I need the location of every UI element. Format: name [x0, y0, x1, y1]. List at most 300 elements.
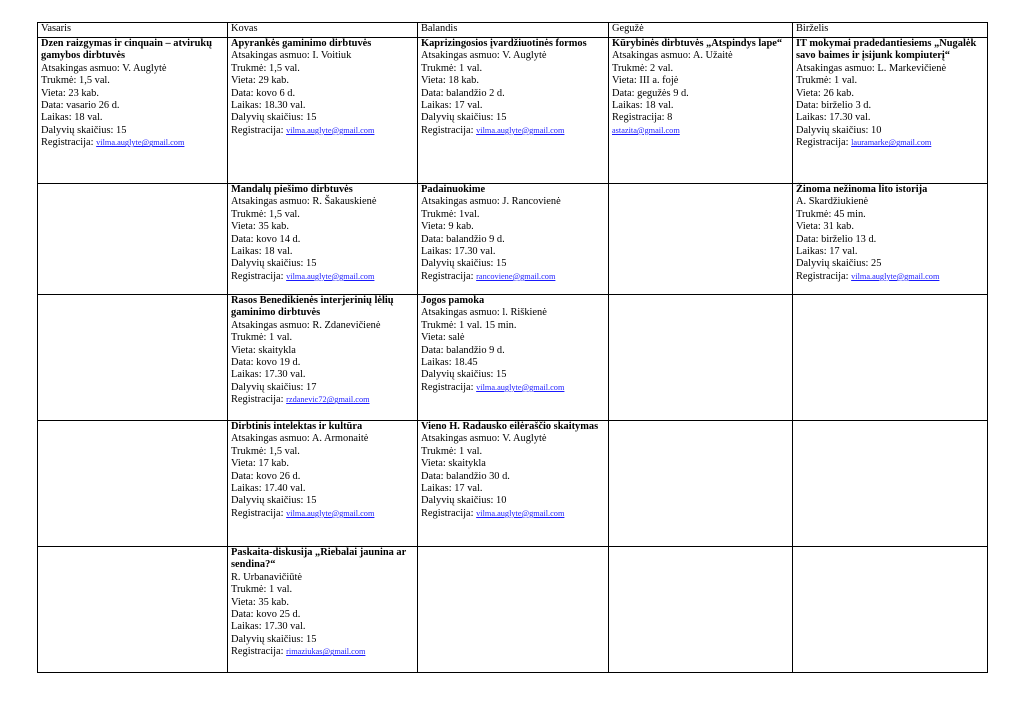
registration-email-link[interactable]: rancoviene@gmail.com — [476, 271, 556, 281]
event-title: Paskaita-diskusija „Riebalai jaunina ar sendina?“ — [231, 547, 407, 571]
event-date — [231, 357, 415, 369]
event-time — [41, 112, 225, 124]
location-value: 35 kab. — [258, 221, 289, 233]
participant-count-label: Dalyvių skaičius: — [796, 258, 869, 270]
registration-label: Registracija: — [796, 137, 849, 149]
responsible-person-value: A. Armonaitė — [311, 433, 369, 445]
registration — [796, 137, 985, 149]
registration-label: Registracija: — [231, 270, 284, 282]
event-date-value: kovo 26 d. — [256, 470, 301, 482]
event-title: Vieno H. Radausko eilėraščio skaitymas — [421, 421, 599, 432]
event-date-label: Data: — [421, 233, 444, 245]
event-title: Apyrankės gaminimo dirbtuvės — [231, 38, 372, 49]
event-date-value: birželio 13 d. — [821, 233, 877, 245]
event-time — [796, 246, 985, 258]
location-label: Vieta: — [231, 75, 256, 87]
registration — [231, 646, 415, 658]
responsible-person-value: A. Užaitė — [692, 50, 733, 62]
location-label: Vieta: — [796, 87, 821, 99]
event-time-label: Laikas: — [421, 483, 452, 495]
responsible-person-value: V. Auglytė — [502, 433, 547, 445]
event-time-value: 18 val. — [264, 246, 293, 258]
responsible-person: A. Skardžiukienė — [796, 196, 869, 208]
event-time — [231, 483, 415, 495]
event-date — [612, 88, 790, 100]
responsible-person — [421, 50, 606, 62]
participant-count-label: Dalyvių skaičius: — [421, 369, 494, 381]
event-time-value: 17 val. — [829, 246, 858, 258]
event-date — [796, 100, 985, 112]
empty-cell — [609, 295, 793, 421]
event-date-value: vasario 26 d. — [66, 100, 120, 112]
location-value: 31 kab. — [823, 221, 854, 233]
event-date-label: Data: — [231, 87, 254, 99]
participant-count-value: 15 — [306, 112, 317, 124]
event-time-label: Laikas: — [41, 112, 72, 124]
table-row — [38, 184, 988, 295]
event-date — [231, 471, 415, 483]
location — [231, 597, 415, 609]
event-time — [421, 246, 606, 258]
participant-count-value: 15 — [496, 369, 507, 381]
registration-label: Registracija: — [231, 394, 284, 406]
duration — [231, 209, 415, 221]
table-row — [38, 421, 988, 547]
duration-value: 1val. — [459, 208, 480, 220]
duration-label: Trukmė: — [231, 208, 267, 220]
responsible-person — [421, 196, 606, 208]
event-time — [421, 483, 606, 495]
event-time-value: 18 val. — [645, 100, 674, 112]
duration-label: Trukmė: — [231, 62, 267, 74]
duration-label: Trukmė: — [612, 62, 648, 74]
responsible-person — [421, 307, 606, 319]
duration-value: 1,5 val. — [269, 208, 300, 220]
event-title: Kaprizingosios įvardžiuotinės formos — [421, 38, 587, 49]
location — [796, 88, 985, 100]
table-row — [38, 295, 988, 421]
event-date — [41, 100, 225, 112]
duration — [796, 209, 985, 221]
event-time — [231, 369, 415, 381]
event-cell — [793, 184, 988, 295]
event-time — [421, 357, 606, 369]
event-date-label: Data: — [41, 100, 64, 112]
registration — [796, 271, 985, 283]
event-title: IT mokymai pradedantiesiems „Nugalėk savo baimes ir įsijunk kompiuterį“ — [796, 38, 977, 62]
event-time-label: Laikas: — [421, 246, 452, 258]
duration-value: 1 val. — [269, 332, 293, 344]
event-date — [421, 345, 606, 357]
event-time — [796, 112, 985, 124]
event-cell — [418, 184, 609, 295]
location-label: Vieta: — [231, 458, 256, 470]
month-header: Vasaris — [38, 23, 228, 38]
event-time-label: Laikas: — [231, 483, 262, 495]
responsible-person-value: l. Riškienė — [502, 307, 547, 319]
location — [421, 458, 606, 470]
event-cell — [38, 38, 228, 184]
event-time — [612, 100, 790, 112]
responsible-person — [231, 433, 415, 445]
registration-email-link[interactable]: vilma.auglyte@gmail.com — [851, 271, 940, 281]
participant-count-value: 17 — [306, 381, 317, 393]
registration — [231, 271, 415, 283]
empty-cell — [38, 547, 228, 673]
event-time-value: 18.30 val. — [264, 100, 306, 112]
event-date-label: Data: — [421, 344, 444, 356]
registration-email-link[interactable]: vilma.auglyte@gmail.com — [476, 125, 565, 135]
event-date-label: Data: — [421, 470, 444, 482]
participant-count — [231, 382, 415, 394]
event-time-label: Laikas: — [231, 100, 262, 112]
duration-label: Trukmė: — [231, 332, 267, 344]
location-value: 9 kab. — [448, 221, 474, 233]
event-date-label: Data: — [796, 233, 819, 245]
event-time-label: Laikas: — [796, 246, 827, 258]
location-value: skaitykla — [448, 458, 486, 470]
participant-count-label: Dalyvių skaičius: — [421, 495, 494, 507]
event-cell — [418, 421, 609, 547]
responsible-person — [41, 63, 225, 75]
event-title: Dirbtinis intelektas ir kultūra — [231, 421, 363, 432]
registration-email-link[interactable]: vilma.auglyte@gmail.com — [96, 138, 185, 148]
duration-label: Trukmė: — [421, 62, 457, 74]
participant-count — [231, 495, 415, 507]
event-time-label: Laikas: — [231, 246, 262, 258]
registration — [421, 125, 606, 137]
participant-count-label: Dalyvių skaičius: — [421, 112, 494, 124]
event-date-value: kovo 25 d. — [256, 609, 301, 621]
responsible-person-label: Atsakingas asmuo: — [231, 433, 310, 445]
participant-count-label: Dalyvių skaičius: — [231, 112, 304, 124]
participant-count-value: 15 — [116, 124, 127, 136]
participant-count-value: 10 — [871, 124, 882, 136]
responsible-person-value: L. Markevičienė — [877, 62, 947, 74]
duration-value: 2 val. — [650, 62, 674, 74]
responsible-person — [421, 433, 606, 445]
event-time-label: Laikas: — [421, 357, 452, 369]
participant-count-value: 15 — [496, 258, 507, 270]
location — [231, 221, 415, 233]
registration-email-link[interactable]: vilma.auglyte@gmail.com — [286, 508, 375, 518]
registration-email-link[interactable]: rimaziukas@gmail.com — [286, 647, 366, 657]
empty-cell — [609, 421, 793, 547]
duration — [231, 584, 415, 596]
duration-value: 1,5 val. — [269, 62, 300, 74]
registration-email-link[interactable]: vilma.auglyte@gmail.com — [286, 271, 375, 281]
registration — [231, 508, 415, 520]
event-time-label: Laikas: — [612, 100, 643, 112]
registration-email-link[interactable]: vilma.auglyte@gmail.com — [476, 382, 565, 392]
responsible-person-label: Atsakingas asmuo: — [421, 307, 500, 319]
event-time — [231, 100, 415, 112]
participant-count — [421, 495, 606, 507]
event-date — [231, 88, 415, 100]
location-label: Vieta: — [231, 221, 256, 233]
registration-label: Registracija: — [421, 124, 474, 136]
event-date-label: Data: — [231, 609, 254, 621]
responsible-person-label: Atsakingas asmuo: — [231, 50, 310, 62]
event-cell — [418, 295, 609, 421]
event-time-label: Laikas: — [421, 100, 452, 112]
event-title: Rasos Benedikienės interjerinių lėlių gaminimo dirbtuvės — [231, 295, 394, 319]
event-date-label: Data: — [612, 87, 635, 99]
participant-count — [421, 112, 606, 124]
event-date-value: balandžio 9 d. — [446, 233, 505, 245]
participant-count — [231, 258, 415, 270]
location-label: Vieta: — [421, 458, 446, 470]
event-date — [231, 609, 415, 621]
participant-count-value: 15 — [306, 258, 317, 270]
duration-value: 1,5 val. — [79, 75, 110, 87]
event-time-label: Laikas: — [231, 369, 262, 381]
event-date-label: Data: — [796, 100, 819, 112]
participant-count-label: Dalyvių skaičius: — [231, 258, 304, 270]
location-label: Vieta: — [796, 221, 821, 233]
registration-label: Registracija: — [231, 124, 284, 136]
participant-count-value: 15 — [306, 495, 317, 507]
duration — [421, 320, 606, 332]
participant-count-label: Dalyvių skaičius: — [231, 495, 304, 507]
registration — [421, 271, 606, 283]
event-date-label: Data: — [231, 470, 254, 482]
registration-email-link[interactable]: rzdanevic72@gmail.com — [286, 395, 370, 405]
duration-label: Trukmė: — [41, 75, 77, 87]
empty-cell — [418, 547, 609, 673]
duration-value: 1 val. — [459, 445, 483, 457]
responsible-person-label: Atsakingas asmuo: — [231, 319, 310, 331]
responsible-person-label: Atsakingas asmuo: — [231, 196, 310, 208]
event-cell — [418, 38, 609, 184]
location — [421, 332, 606, 344]
event-time — [421, 100, 606, 112]
location-label: Vieta: — [612, 75, 637, 87]
duration-label: Trukmė: — [231, 445, 267, 457]
location-label: Vieta: — [41, 87, 66, 99]
empty-cell — [793, 295, 988, 421]
participant-count-value: 10 — [496, 495, 507, 507]
event-title: Mandalų piešimo dirbtuvės — [231, 184, 353, 195]
duration-label: Trukmė: — [231, 584, 267, 596]
event-date-value: birželio 3 d. — [821, 100, 872, 112]
event-time-value: 17.30 val. — [264, 369, 306, 381]
participant-count — [421, 369, 606, 381]
duration — [421, 63, 606, 75]
event-date-value: balandžio 2 d. — [446, 87, 505, 99]
participant-count-label: Dalyvių skaičius: — [231, 381, 304, 393]
responsible-person — [612, 50, 790, 62]
location-value: skaitykla — [258, 344, 296, 356]
duration-value: 1,5 val. — [269, 445, 300, 457]
event-title: Dzen raizgymas ir cinquain – atvirukų gamybos dirbtuvės — [41, 38, 212, 62]
event-date-label: Data: — [231, 357, 254, 369]
location — [612, 75, 790, 87]
responsible-person-value: R. Zdanevičienė — [312, 319, 381, 331]
empty-cell — [38, 184, 228, 295]
duration — [421, 446, 606, 458]
responsible-person — [231, 320, 415, 332]
event-cell — [793, 38, 988, 184]
registration-label: Registracija: — [421, 381, 474, 393]
month-header: Balandis — [418, 23, 609, 38]
location-label: Vieta: — [231, 596, 256, 608]
participant-count-label: Dalyvių skaičius: — [231, 633, 304, 645]
empty-cell — [38, 421, 228, 547]
participant-count-label: Dalyvių skaičius: — [796, 124, 869, 136]
location — [796, 221, 985, 233]
participant-count — [41, 125, 225, 137]
month-header-row — [38, 23, 988, 38]
duration-label: Trukmė: — [421, 445, 457, 457]
location-label: Vieta: — [421, 75, 446, 87]
registration-email-link[interactable]: vilma.auglyte@gmail.com — [286, 125, 375, 135]
event-time-value: 17.30 val. — [264, 621, 306, 633]
event-date — [796, 234, 985, 246]
duration — [796, 75, 985, 87]
participant-count-label: Dalyvių skaičius: — [421, 258, 494, 270]
location-value: 26 kab. — [823, 87, 854, 99]
event-cell — [228, 547, 418, 673]
duration-value: 1 val. — [459, 62, 483, 74]
responsible-person-value: V. Auglytė — [502, 50, 547, 62]
registration-label: Registracija: — [421, 507, 474, 519]
event-cell — [228, 38, 418, 184]
month-header: Birželis — [793, 23, 988, 38]
duration — [231, 63, 415, 75]
participant-count — [796, 258, 985, 270]
responsible-person-value: R. Šakauskienė — [312, 196, 377, 208]
empty-cell — [793, 547, 988, 673]
event-date — [421, 88, 606, 100]
empty-cell — [38, 295, 228, 421]
responsible-person — [796, 63, 985, 75]
location — [421, 75, 606, 87]
location — [231, 458, 415, 470]
responsible-person-value: J. Rancovienė — [502, 196, 561, 208]
duration — [231, 446, 415, 458]
event-cell — [228, 184, 418, 295]
responsible-person-label: Atsakingas asmuo: — [41, 62, 120, 74]
participant-count-value: 15 — [306, 633, 317, 645]
participant-count — [796, 125, 985, 137]
location-value: 29 kab. — [258, 75, 289, 87]
event-date-value: balandžio 9 d. — [446, 344, 505, 356]
responsible-person — [231, 196, 415, 208]
duration-label: Trukmė: — [796, 208, 832, 220]
registration-label: Registracija: — [231, 507, 284, 519]
duration — [612, 63, 790, 75]
location-value: 17 kab. — [258, 458, 289, 470]
event-time-value: 17.40 val. — [264, 483, 306, 495]
event-title: Padainuokime — [421, 184, 486, 195]
participant-count — [231, 112, 415, 124]
responsible-person-label: Atsakingas asmuo: — [421, 196, 500, 208]
event-date-label: Data: — [421, 87, 444, 99]
registration-email-link[interactable]: lauramarke@gmail.com — [851, 138, 932, 148]
event-time-label: Laikas: — [796, 112, 827, 124]
event-date — [231, 234, 415, 246]
participant-count-value: 25 — [871, 258, 882, 270]
registration-email-link[interactable]: astazita@gmail.com — [612, 125, 680, 135]
event-time-value: 17.30 val. — [829, 112, 871, 124]
registration — [421, 382, 606, 394]
duration-value: 1 val. — [834, 75, 858, 87]
duration-label: Trukmė: — [796, 75, 832, 87]
registration-label: Registracija: — [421, 270, 474, 282]
registration — [231, 394, 415, 406]
location — [41, 88, 225, 100]
duration-label: Trukmė: — [421, 208, 457, 220]
event-date — [421, 234, 606, 246]
responsible-person-value: I. Voitiuk — [312, 50, 352, 62]
registration-label: Registracija: — [231, 646, 284, 658]
event-date-label: Data: — [231, 233, 254, 245]
duration-value: 1 val. — [269, 584, 293, 596]
event-title: Žinoma nežinoma lito istorija — [796, 184, 928, 195]
responsible-person-label: Atsakingas asmuo: — [612, 50, 691, 62]
location-value: salė — [448, 332, 465, 344]
registration-label: Registracija: — [796, 270, 849, 282]
events-schedule-table — [37, 22, 988, 673]
duration-label: Trukmė: — [421, 319, 457, 331]
location-value: III a. fojė — [639, 75, 679, 87]
event-date-value: kovo 14 d. — [256, 233, 301, 245]
responsible-person-value: V. Auglytė — [122, 62, 167, 74]
responsible-person-label: Atsakingas asmuo: — [421, 433, 500, 445]
event-date-value: gegužės 9 d. — [637, 87, 689, 99]
duration-value: 45 min. — [834, 208, 866, 220]
event-time-label: Laikas: — [231, 621, 262, 633]
empty-cell — [609, 184, 793, 295]
location — [231, 345, 415, 357]
location-value: 23 kab. — [68, 87, 99, 99]
registration-email-link[interactable]: vilma.auglyte@gmail.com — [476, 508, 565, 518]
location — [231, 75, 415, 87]
participant-count-value: 15 — [496, 112, 507, 124]
registration — [231, 125, 415, 137]
location-label: Vieta: — [421, 221, 446, 233]
event-cell — [228, 295, 418, 421]
location-value: 35 kab. — [258, 596, 289, 608]
responsible-person — [231, 50, 415, 62]
location — [421, 221, 606, 233]
month-header: Gegužė — [609, 23, 793, 38]
event-cell — [228, 421, 418, 547]
event-time — [231, 621, 415, 633]
event-time-value: 18.45 — [454, 357, 478, 369]
duration — [421, 209, 606, 221]
event-date-value: kovo 19 d. — [256, 357, 301, 369]
event-date — [421, 471, 606, 483]
event-time-value: 17 val. — [454, 483, 483, 495]
event-date-value: kovo 6 d. — [256, 87, 296, 99]
event-time-value: 17.30 val. — [454, 246, 496, 258]
responsible-person-label: Atsakingas asmuo: — [796, 62, 875, 74]
participant-count — [421, 258, 606, 270]
event-title: Kūrybinės dirbtuvės „Atspindys lape“ — [612, 38, 783, 49]
event-time — [231, 246, 415, 258]
table-row — [38, 38, 988, 184]
event-title: Jogos pamoka — [421, 295, 485, 306]
registration — [41, 137, 225, 149]
duration — [231, 332, 415, 344]
event-date-value: balandžio 30 d. — [446, 470, 510, 482]
table-row — [38, 547, 988, 673]
event-time-value: 17 val. — [454, 100, 483, 112]
month-header: Kovas — [228, 23, 418, 38]
location-label: Vieta: — [421, 332, 446, 344]
